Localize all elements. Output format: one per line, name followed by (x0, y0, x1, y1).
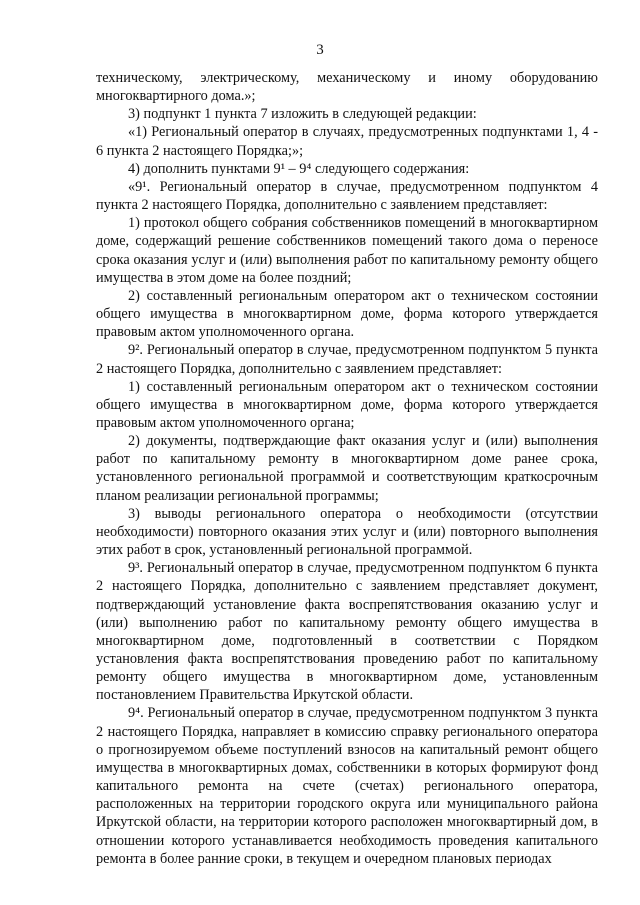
paragraph-quote-item-1: «1) Региональный оператор в случаях, предусмотренных подпунктами 1, 4 - 6 пункта 2 настоящего Порядка;»; (96, 124, 598, 159)
paragraph-clause-9-2-sub-3: 3) выводы регионального оператора о необходимости (отсутствии необходимости) повторного оказания этих услуг и (или) повторного выполнения этих работ в срок, установленный региональной программой. (96, 505, 598, 559)
paragraph-clause-9-1-sub-1: 1) протокол общего собрания собственников помещений в многоквартирном доме, содержащий решение собственников помещений такого дома о переносе срока оказания услуг и (или) выполнения работ по капитальному ремонту общего имущества в этом доме на более поздний; (96, 215, 598, 286)
paragraph-item-4: 4) дополнить пунктами 9¹ – 9⁴ следующего содержания: (128, 160, 470, 177)
paragraph-continuation: техническому, электрическому, механическому и иному оборудованию многоквартирного дома.»; (96, 70, 598, 105)
document-body (96, 69, 598, 868)
paragraph-clause-9-2-sub-1: 1) составленный региональным оператором акт о техническом состоянии общего имущества в многоквартирном доме, форма которого утверждается правовым актом уполномоченного органа; (96, 378, 598, 431)
paragraph-clause-9-1-sub-2: 2) составленный региональным оператором акт о техническом состоянии общего имущества в многоквартирном доме, форма которого утверждается правовым актом уполномоченного органа. (96, 287, 598, 341)
paragraph-clause-9-2-sub-2: 2) документы, подтверждающие факт оказания услуг и (или) выполнения работ по капитальному ремонту в многоквартирном доме ранее срока, установленного региональной программой и соответствующим краткосрочным планом реализации региональной программы; (96, 433, 598, 504)
paragraph-clause-9-2: 9². Региональный оператор в случае, предусмотренном подпунктом 5 пункта 2 настоящего Порядка, дополнительно с заявлением представляет: (96, 342, 598, 377)
paragraph-clause-9-4: 9⁴. Региональный оператор в случае, предусмотренном подпунктом 3 пункта 2 настоящего Порядка, направляет в комиссию справку регионального оператора о прогнозируемом объеме поступлений взносов на капитальный ремонт общего имущества в многоквартирных домах, собственники в которых формируют фонд капитального ремонта на счете (счетах) регионального оператора, расположенных на территории городского округа или муниципального района Иркутской области, на территории которого расположен многоквартирный дом, в отношении которого устанавливается необходимость проведения капитального ремонта в более ранние сроки, в текущем и очередном плановых периодах (96, 705, 598, 867)
paragraph-item-3: 3) подпункт 1 пункта 7 изложить в следующей редакции: (128, 106, 477, 123)
paragraph-clause-9-3: 9³. Региональный оператор в случае, предусмотренном подпунктом 6 пункта 2 настоящего Порядка, дополнительно с заявлением представляет документ, подтверждающий установление факта воспрепятствования оказанию услуг и (или) выполнению работ по капитальному ремонту общего имущества в многоквартирном доме, подготовленный в соответствии с Порядком установления факта воспрепятствования проведению работ по капитальному ремонту общего имущества в многоквартирном доме, установленным постановлением Правительства Иркутской области. (96, 560, 598, 704)
paragraph-clause-9-1: «9¹. Региональный оператор в случае, предусмотренном подпунктом 4 пункта 2 настоящего Порядка, дополнительно с заявлением представляет: (96, 178, 598, 214)
page-number: 3 (316, 42, 324, 58)
